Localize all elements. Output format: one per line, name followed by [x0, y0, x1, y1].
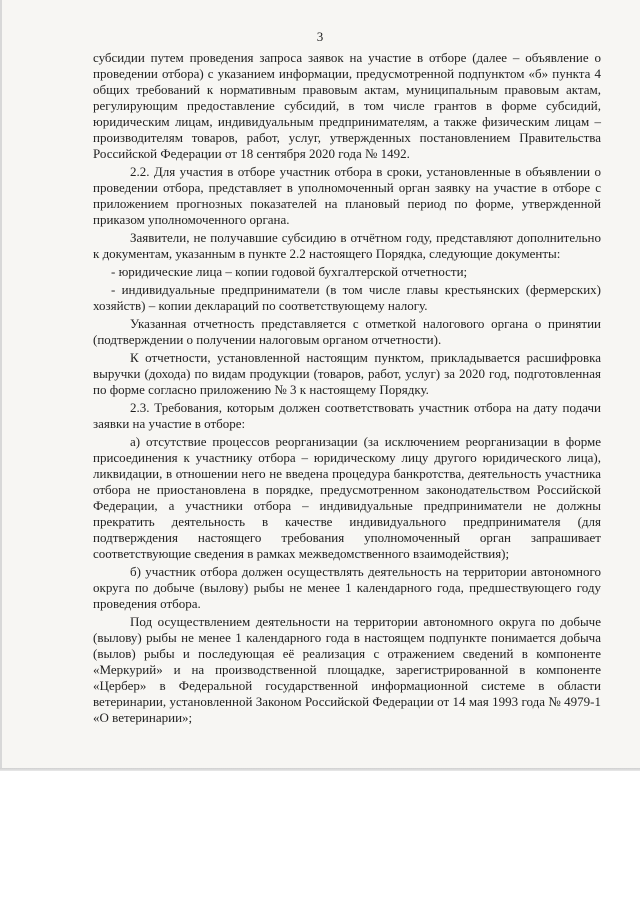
paragraph-applicants: Заявители, не получавшие субсидию в отчётном году, представляют дополнительно к документам, указанным в пункте 2.2 настоящего Порядка, следующие документы: [93, 230, 601, 261]
scan-left-edge [0, 0, 2, 768]
paragraph-requirement-a: а) отсутствие процессов реорганизации (за исключением реорганизации в форме присоединения к участнику отбора – юридическому лицу другого юридического лица), ликвидации, в отношении него не введена процедура банкротства, деятельность участника отбора не приостановлена в порядке, предусмотренном законодательством Российской Федерации, а участники отбора – индивидуальные предприниматели не должны прекратить деятельность в качестве индивидуального предпринимателя (для подтверждения настоящего требования уполномоченный орган запрашивает соответствующие сведения в рамках межведомственного взаимодействия); [93, 434, 601, 561]
paragraph-reporting-mark: Указанная отчетность представляется с отметкой налогового органа о принятии (подтверждении о получении налоговым органом отчетности). [93, 316, 601, 347]
paragraph-intro-continuation: субсидии путем проведения запроса заявок на участие в отборе (далее – объявление о проведении отбора) с указанием информации, предусмотренной подпунктом «б» пункта 4 общих требований к нормативным правовым актам, муниципальным правовым актам, регулирующим предоставление субсидий, в том числе грантов в форме субсидий, юридическим лицам, индивидуальным предпринимателям, а также физическим лицам – производителям товаров, работ, услуг, утвержденных постановлением Правительства Российской Федерации от 18 сентября 2020 года № 1492. [93, 50, 601, 161]
paragraph-2-3: 2.3. Требования, которым должен соответствовать участник отбора на дату подачи заявки на участие в отборе: [93, 400, 601, 431]
paragraph-revenue-breakdown: К отчетности, установленной настоящим пунктом, прикладывается расшифровка выручки (дохода) по видам продукции (товаров, работ, услуг) за 2020 год, подготовленная по форме согласно приложению № 3 к настоящему Порядку. [93, 350, 601, 397]
scan-bottom-edge [0, 768, 640, 771]
list-item-individual-entrepreneurs: - индивидуальные предприниматели (в том числе главы крестьянских (фермерских) хозяйств) – копии деклараций по соответствующему налогу. [93, 282, 601, 313]
document-body [93, 50, 601, 728]
list-item-legal-entities: - юридические лица – копии годовой бухгалтерской отчетности; [111, 264, 468, 279]
paragraph-2-2: 2.2. Для участия в отборе участник отбора в сроки, установленные в объявлении о проведении отбора, представляет в уполномоченный орган заявку на участие в отборе с приложением прогнозных показателей на плановый период по форме, утвержденной приказом уполномоченного органа. [93, 164, 601, 227]
paragraph-requirement-b: б) участник отбора должен осуществлять деятельность на территории автономного округа по добыче (вылову) рыбы не менее 1 календарного года, предшествующего году проведения отбора. [93, 564, 601, 611]
page-number: 3 [316, 29, 324, 44]
paragraph-activity-definition: Под осуществлением деятельности на территории автономного округа по добыче (вылову) рыбы не менее 1 календарного года в настоящем подпункте понимается добыча (вылов) рыбы и последующая её реализация с отражением сведений в компоненте «Меркурий» и на производственной площадке, зарегистрированной в компоненте «Цербер» в Федеральной государственной информационной системе в области ветеринарии, установленной Законом Российской Федерации от 14 мая 1993 года № 4979-1 «О ветеринарии»; [93, 614, 601, 725]
